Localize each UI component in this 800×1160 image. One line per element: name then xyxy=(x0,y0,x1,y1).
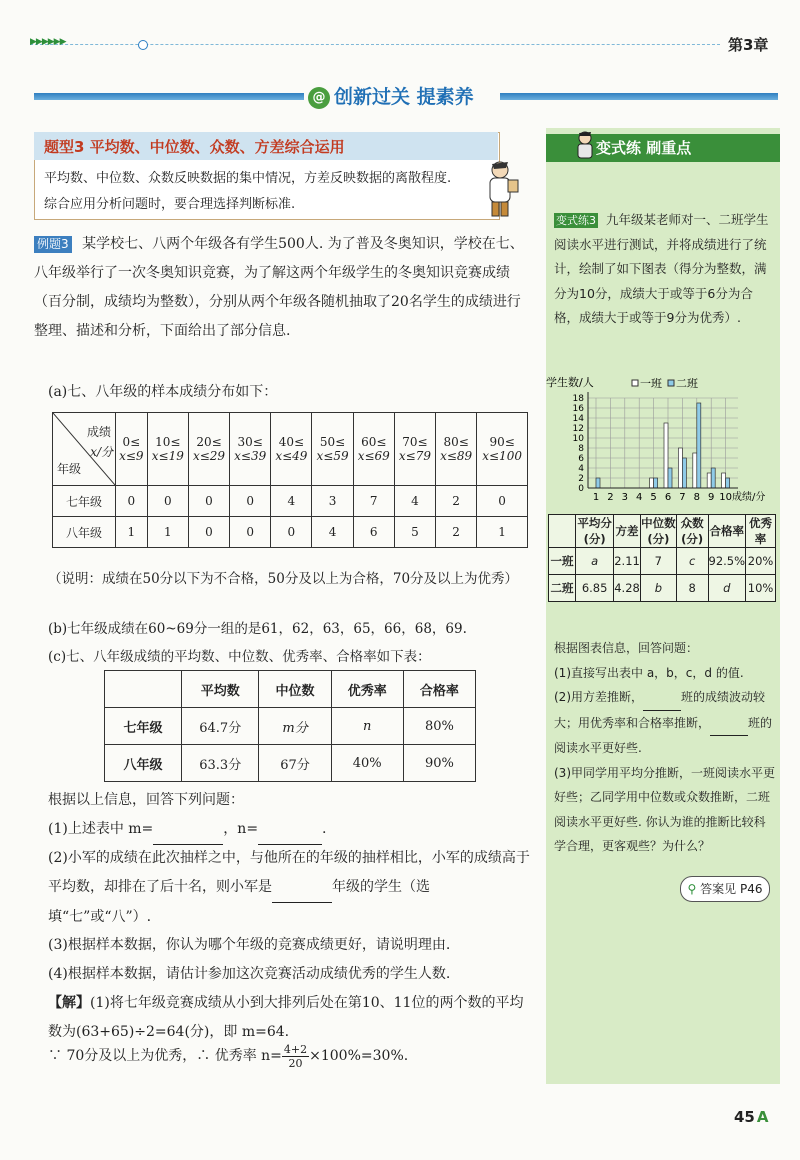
header-rule xyxy=(30,44,720,45)
y-tick-label: 2 xyxy=(578,474,584,484)
class-stats-table xyxy=(548,514,776,602)
y-tick-label: 8 xyxy=(578,444,584,454)
header-cell: 合格率 xyxy=(708,515,746,548)
cell: 1 xyxy=(147,517,188,548)
row-label: 一班 xyxy=(549,548,576,575)
cell: 0 xyxy=(230,517,271,548)
header-cell xyxy=(105,671,182,708)
cell: 4 xyxy=(312,517,353,548)
bar-1 xyxy=(693,453,697,488)
bar-1 xyxy=(722,473,726,488)
row-label: 二班 xyxy=(549,575,576,602)
header-dot-icon xyxy=(138,40,148,50)
cell: 10% xyxy=(746,575,776,602)
bar-2 xyxy=(726,478,730,488)
cell: 1 xyxy=(116,517,148,548)
bar-1 xyxy=(650,478,654,488)
cell: 64.7分 xyxy=(182,708,259,745)
cell: 5 xyxy=(394,517,435,548)
q2-text-b: 年级的学生（选填“七”或“八”）. xyxy=(48,879,430,925)
chart-x-axis-label: 成绩/分 xyxy=(732,492,766,503)
fraction-numerator: 4+2 xyxy=(283,1042,308,1056)
section-title xyxy=(308,82,474,109)
header-cell: 众数(分) xyxy=(676,515,708,548)
answer-reference-text: 答案见 P46 xyxy=(700,882,763,896)
reading-score-chart xyxy=(546,372,780,506)
cartoon-figure-icon xyxy=(476,158,522,220)
practice-q-intro: 根据图表信息，回答问题： xyxy=(554,641,699,655)
page-logo-icon: A xyxy=(756,1108,769,1126)
table-row xyxy=(549,575,776,602)
cell: 90% xyxy=(403,745,475,782)
score-distribution-table xyxy=(52,412,528,548)
cell: 4 xyxy=(271,486,312,517)
practice-panel-title: 变式练 刷重点 xyxy=(596,139,692,157)
cell: 1 xyxy=(477,517,528,548)
chart-bars xyxy=(596,403,730,488)
solution-1 xyxy=(48,989,530,1047)
cell: 4 xyxy=(394,486,435,517)
x-tick-label: 5 xyxy=(650,492,657,503)
spiral-icon: @ xyxy=(308,87,330,109)
note-text: （说明：成绩在50分以下为不合格，50分及以上为合格，70分及以上为优秀） xyxy=(48,571,519,587)
x-tick-label: 4 xyxy=(636,492,643,503)
bin-header: 20≤ x≤29 xyxy=(188,413,229,486)
cell: 92.5% xyxy=(708,548,746,575)
bar-2 xyxy=(596,478,600,488)
x-tick-label: 1 xyxy=(592,492,600,503)
cell: 0 xyxy=(116,486,148,517)
solution-2 xyxy=(48,1042,530,1071)
practice-questions xyxy=(554,636,776,859)
header-cell: 方差 xyxy=(614,515,641,548)
cell: a xyxy=(576,548,614,575)
cell: 6.85 xyxy=(576,575,614,602)
x-tick-label: 6 xyxy=(664,492,672,503)
answer-blank xyxy=(643,685,681,711)
bin-header: 90≤ x≤100 xyxy=(477,413,528,486)
x-tick-label: 9 xyxy=(708,492,715,503)
solution-2-text-b: ×100%=30%. xyxy=(309,1048,409,1064)
practice-q2-c: 班的阅读水平更好些. xyxy=(554,715,773,755)
bar-1 xyxy=(664,423,668,488)
section-title-text: 创新过关 提素养 xyxy=(334,86,474,108)
corner-bottom-label: 年级 xyxy=(57,462,82,476)
table-row xyxy=(105,708,476,745)
page-number xyxy=(734,1108,768,1126)
answer-blank xyxy=(258,815,322,845)
cell: 4.28 xyxy=(614,575,641,602)
cell: c xyxy=(676,548,708,575)
y-tick-label: 6 xyxy=(578,454,584,464)
bin-header: 40≤ x≤49 xyxy=(271,413,312,486)
cell: 8 xyxy=(676,575,708,602)
legend-label-2: 二班 xyxy=(676,377,698,390)
cell: 67分 xyxy=(259,745,331,782)
cell: 2 xyxy=(436,517,477,548)
table-row xyxy=(53,517,528,548)
practice-intro-text: 九年级某老师对一、二班学生阅读水平进行测试，并将成绩进行了统计，绘制了如下图表（得分为整数，满分为10分，成绩大于或等于6分为合格，成绩大于或等于9分为优秀）. xyxy=(554,212,769,325)
x-tick-label: 7 xyxy=(679,492,686,503)
table1-corner-cell xyxy=(53,413,116,486)
type-box-title: 题型3 平均数、中位数、众数、方差综合运用 xyxy=(44,138,345,156)
page-number-text: 45 xyxy=(734,1108,755,1126)
corner-top-label: 成绩 xyxy=(86,425,111,439)
practice-q2-b: 班的成绩波动较大；用优秀率和合格率推断， xyxy=(554,690,766,730)
cell: 0 xyxy=(147,486,188,517)
bar-2 xyxy=(654,478,658,488)
practice-q1: (1)直接写出表中 a，b，c，d 的值. xyxy=(554,665,744,680)
solution-2-text-a: ∵ 70分及以上为优秀，∴ 优秀率 n= xyxy=(48,1048,282,1064)
solution-1-text: (1)将七年级竞赛成绩从小到大排列后处在第10、11位的两个数的平均数为(63+65)÷2=64(分)，即 m=64. xyxy=(48,995,524,1040)
answer-blank xyxy=(710,711,748,737)
cell: 7 xyxy=(353,486,394,517)
cell: 7 xyxy=(640,548,676,575)
bin-header: 10≤ x≤19 xyxy=(147,413,188,486)
chart-y-axis-label: 学生数/人 xyxy=(546,376,594,389)
bin-header: 70≤ x≤79 xyxy=(394,413,435,486)
y-tick-label: 16 xyxy=(572,404,584,414)
practice-label: 变式练3 xyxy=(556,214,596,227)
header-cell: 平均数 xyxy=(182,671,259,708)
x-tick-label: 2 xyxy=(607,492,614,503)
q1-text-c: . xyxy=(322,821,327,837)
cell: n xyxy=(331,708,403,745)
part-c-text: (c)七、八年级成绩的平均数、中位数、优秀率、合格率如下表： xyxy=(48,649,431,665)
header-arrows-icon: ▶▶▶▶▶▶ xyxy=(30,37,66,47)
cell: m分 xyxy=(259,708,331,745)
question-2 xyxy=(48,844,530,932)
answer-blank xyxy=(153,815,223,845)
cell: b xyxy=(640,575,676,602)
table-row xyxy=(549,548,776,575)
y-tick-label: 4 xyxy=(578,464,584,474)
bin-header: 0≤ x≤9 xyxy=(116,413,148,486)
cell: 63.3分 xyxy=(182,745,259,782)
legend-swatch-1 xyxy=(632,380,638,386)
question-4: (4)根据样本数据，请估计参加这次竞赛活动成绩优秀的学生人数. xyxy=(48,966,451,982)
header-cell: 平均分(分) xyxy=(577,516,612,546)
cell: 80% xyxy=(403,708,475,745)
y-tick-label: 12 xyxy=(572,424,584,434)
row-label: 七年级 xyxy=(105,708,182,745)
type-box-body: 平均数、中位数、众数反映数据的集中情况，方差反映数据的离散程度. 综合应用分析问题时，要合理选择判断标准. xyxy=(44,171,452,212)
legend-swatch-2 xyxy=(668,380,674,386)
answer-blank xyxy=(272,873,332,903)
legend-label-1: 一班 xyxy=(640,377,662,390)
cell: 0 xyxy=(188,517,229,548)
chapter-label: 第3章 xyxy=(728,36,769,54)
part-a-text: (a)七、八年级的样本成绩分布如下： xyxy=(48,384,278,400)
header-cell: 中位数 xyxy=(259,671,331,708)
cell: 20% xyxy=(746,548,776,575)
question-1 xyxy=(48,815,327,845)
practice-q2 xyxy=(554,685,776,761)
header-cell: 中位数(分) xyxy=(641,516,676,546)
cell: 2.11 xyxy=(614,548,641,575)
cell: 3 xyxy=(312,486,353,517)
key-icon: ⚲ xyxy=(687,882,697,896)
example-intro-text: 某学校七、八两个年级各有学生500人. 为了普及冬奥知识，学校在七、八年级举行了一次冬奥知识竞赛，为了解这两个年级学生的冬奥知识竞赛成绩（百分制，成绩均为整数），分别从两个年级各随机抽取了20名学生的成绩进行整理、描述和分析，下面给出了部分信息. xyxy=(34,236,524,339)
y-tick-label: 14 xyxy=(572,414,584,424)
bin-header: 80≤ x≤89 xyxy=(436,413,477,486)
section-band-right xyxy=(500,93,778,100)
cell: 6 xyxy=(353,517,394,548)
x-tick-label: 10 xyxy=(719,492,732,503)
cell: 0 xyxy=(230,486,271,517)
q1-text-a: (1)上述表中 m= xyxy=(48,821,154,837)
row-label: 八年级 xyxy=(105,745,182,782)
bar-2 xyxy=(682,458,686,488)
y-tick-label: 0 xyxy=(578,484,584,494)
y-tick-label: 10 xyxy=(572,434,584,444)
header-cell xyxy=(549,515,576,548)
student-icon xyxy=(574,130,596,160)
cell: 40% xyxy=(331,745,403,782)
q1-text-b: ，n= xyxy=(223,821,259,837)
row-label: 七年级 xyxy=(53,486,116,517)
part-b-text: (b)七年级成绩在60~69分一组的是61，62，63，65，66，68，69. xyxy=(48,621,467,637)
practice-intro xyxy=(554,208,776,331)
row-label: 八年级 xyxy=(53,517,116,548)
prompt-text: 根据以上信息，回答下列问题： xyxy=(48,792,244,808)
corner-mid-label: x/分 xyxy=(90,445,113,459)
example-intro xyxy=(34,230,524,346)
q2-text-a: (2)小军的成绩在此次抽样之中，与他所在的年级的抽样相比，小军的成绩高于平均数，却排在了后十名，则小军是 xyxy=(48,850,530,895)
header-cell: 合格率 xyxy=(403,671,475,708)
bar-2 xyxy=(697,403,701,488)
cell: 2 xyxy=(436,486,477,517)
bar-2 xyxy=(711,468,715,488)
solution-label: 【解】 xyxy=(48,995,90,1011)
cell: 0 xyxy=(188,486,229,517)
x-tick-label: 3 xyxy=(621,492,628,503)
fraction-denominator: 20 xyxy=(288,1056,303,1070)
bar-1 xyxy=(707,473,711,488)
section-band-left xyxy=(34,93,304,100)
question-3: (3)根据样本数据，你认为哪个年级的竞赛成绩更好，请说明理由. xyxy=(48,937,451,953)
answer-reference-button[interactable] xyxy=(680,876,770,902)
example-label: 例题3 xyxy=(34,236,72,253)
cell: 0 xyxy=(477,486,528,517)
cell: d xyxy=(708,575,746,602)
table-row xyxy=(105,745,476,782)
stats-table xyxy=(104,670,476,782)
bin-header: 30≤ x≤39 xyxy=(230,413,271,486)
x-tick-label: 8 xyxy=(693,492,700,503)
header-cell: 优秀率 xyxy=(331,671,403,708)
practice-q2-a: (2)用方差推断， xyxy=(554,690,643,704)
header-cell: 优秀率 xyxy=(746,515,776,548)
bar-1 xyxy=(678,448,682,488)
cell: 0 xyxy=(271,517,312,548)
y-tick-label: 18 xyxy=(572,394,584,404)
bar-2 xyxy=(668,468,672,488)
table-row xyxy=(53,486,528,517)
bin-header: 50≤ x≤59 xyxy=(312,413,353,486)
chart-legend xyxy=(632,376,698,390)
fraction xyxy=(282,1043,309,1070)
practice-q3: (3)甲同学用平均分推断，一班阅读水平更好些；乙同学用中位数或众数推断，二班阅读水平更好些. 你认为谁的推断比较科学合理，更客观些？为什么？ xyxy=(554,765,775,853)
bin-header: 60≤ x≤69 xyxy=(353,413,394,486)
